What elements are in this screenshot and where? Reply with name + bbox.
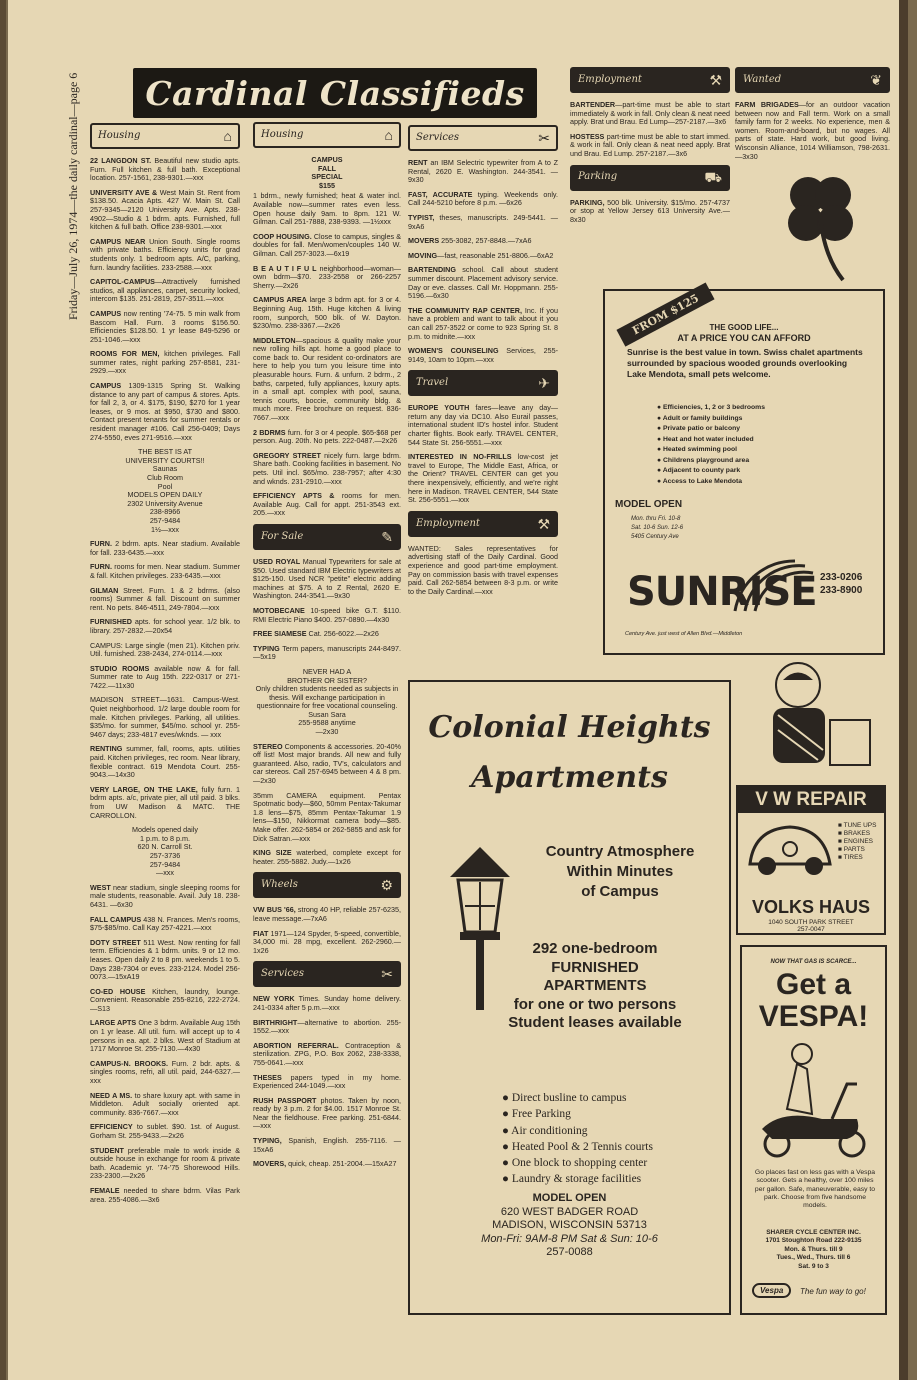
classified-ad: FURN. 2 bdrm. apts. Near stadium. Available for fall. 233-6435.—xxx: [90, 539, 240, 557]
box-line: CAMPUS: [311, 155, 343, 164]
newspaper-page: [8, 0, 908, 1380]
classified-ad: COOP HOUSING. Close to campus, singles & doubles for fall. Men/women/couples 140 W. Gilman. Call 257-3023.—6x19: [253, 231, 402, 258]
amenity-item: ● Heated Pool & 2 Tennis courts: [502, 1140, 653, 1153]
box-line: Pool: [157, 481, 173, 491]
housing-ads-3: [90, 884, 240, 1204]
classified-ad: RUSH PASSPORT photos. Taken by noon, ready by 3 p.m. 2 for $4.00. 1517 Monroe St. Near the fieldhouse. Free parking. 251-6844.—xxx: [253, 1095, 401, 1131]
classified-ad: STUDENT preferable male to work inside & outside house in exchange for room & private bath. Academic yr. '74-'75 Shorewood Hills. 233-2300.—2x26: [90, 1145, 240, 1181]
classified-ad: CO-ED HOUSE Kitchen, laundry, lounge. Convenient. Reasonable 255-8216, 222-2724.—S13: [90, 986, 241, 1013]
housing-ads: [90, 157, 240, 442]
feature-item: ● Heat and hot water included: [657, 435, 754, 443]
amenity-item: ● Direct busline to campus: [502, 1092, 627, 1104]
binding-spine: [0, 0, 6, 1380]
classified-ad: GREGORY STREET nicely furn. large bdrm. Share bath. Cooking facilities in basement. No pets. Util incl. $65/mo. 238-7957; after 4:30 and wknds. 231-2910.—xxx: [253, 450, 401, 486]
classified-ad: CAMPUS NEAR Union South. Single rooms with private baths. Efficiency units for grad students only. 1 bedroom apts. A/C, parking, furn. laundry facilities. 233-2588.—xxx: [90, 236, 240, 272]
services-header: Services ✂: [408, 125, 558, 151]
wrench-icon: ✂: [381, 966, 393, 983]
classified-ad: 22 LANGDON ST. Beautiful new studio apts. Furn. Full kitchen & full bath. Exceptional location. 257-1561, 238-9301.—xxx: [90, 156, 240, 183]
tag-icon: ✎: [381, 528, 393, 545]
classified-ad: 35mm CAMERA equipment. Pentax Spotmatic body—$60, 50mm Pentax-Takumar 1.8 lens—$75, 85mm Pentax-Takumar 1.9 lens—$150, Nikkormat camera body—$85. Make offer. 262-5854 or 262-5855 and ask for Dick Satran.—xxx: [253, 790, 401, 843]
house-icon: ⌂: [223, 127, 232, 144]
classified-ad: UNIVERSITY AVE & West Main St. Rent from $138.50. Acacia Apts. 427 W. Main St. Call 257-9345—2120 University Ave. Apts. 238-4902—Studio & 1 bdrm. apts. Furnished, full kitchen & full bath. Office 238-9301.—xxx: [90, 187, 240, 232]
vespa-top-line: NOW THAT GAS IS SCARCE...: [770, 959, 857, 965]
feature-item: ● Adult or family buildings: [657, 414, 743, 422]
for-sale-header: For Sale ✎: [253, 524, 401, 550]
parking-header: Parking ⛟: [570, 165, 730, 191]
classified-ad: WEST near stadium, single sleeping rooms for male students, reasonable. Avail. July 18. 238-6431. —6x30: [90, 882, 240, 909]
feature-item: ● Private patio or balcony: [657, 425, 741, 432]
for-sale-ads-2: [253, 743, 401, 867]
sunrise-headline-2: AT A PRICE YOU CAN AFFORD: [677, 333, 811, 343]
classified-ad: FURN. rooms for men. Near stadium. Summer & fall. Kitchen privileges. 233-6435.—xxx: [90, 562, 240, 580]
box-line: 1 p.m. to 8 p.m.: [140, 833, 190, 843]
classified-ad: VERY LARGE, ON THE LAKE, fully furn. 1 bdrm apts. a/c, private pier, all util paid. 3 blks. from UW Madison & MATC. THE CARROLLON.: [90, 784, 240, 820]
employment-header-2: Employment ⚒: [570, 67, 730, 93]
amenity-item: ● One block to shopping center: [502, 1157, 648, 1170]
wanted-header: Wanted ❦: [735, 67, 890, 93]
page-right-edge: [899, 0, 908, 1380]
colonial-title-2: Apartments: [471, 760, 668, 795]
service-item: ■ TIRES: [838, 854, 863, 861]
classified-ad: PARKING, 500 blk. University. $15/mo. 257-4737 or stop at Yellow Jersey 613 University Ave.—8x30: [570, 197, 730, 224]
classified-ad: FARM BRIGADES—for an outdoor vacation between now and Fall term. Work on a small family farm for 2 weeks. No experience, men & women. Room-and-board, but no wages. All parts of state. Hard work, but good living. Wisconsin Alliance, 1014 Williamson, 798-2631.—3x30: [735, 100, 890, 161]
page-edge-dateline: Friday—July 26, 1974—the daily cardinal—page 6: [66, 72, 80, 320]
services-header-2: Services ✂: [253, 961, 401, 987]
box-line: Only children students needed as subjects in thesis. Will exchange participation in questionnaire for free vocational counseling.: [255, 684, 399, 711]
service-item: ■ TUNE UPS: [838, 822, 877, 829]
vw-address: 1040 SOUTH PARK STREET 257-0047: [768, 919, 854, 933]
sunrise-logo: SUNRISE: [627, 569, 817, 615]
services-column: [408, 125, 558, 602]
vw-title: V W REPAIR: [738, 787, 884, 813]
classified-ad: KING SIZE waterbed, complete except for heater. 255-5882. Judy.—1x26: [253, 848, 401, 866]
classified-ad: RENTING summer, fall, rooms, apts. utilities paid. Kitchen privileges, rec room. Near library, flexible contract. 619 Mendota Court. 255-9043.—14x30: [90, 744, 240, 780]
wheels-header: Wheels ⚙: [253, 872, 401, 898]
employment-ads: [408, 545, 558, 597]
four-leaf-clover-illustration: [773, 165, 868, 285]
employment-column: [570, 67, 730, 230]
box-line: 238-8966: [149, 507, 181, 517]
box-line: Club Room: [147, 473, 183, 482]
bucky-badger-illustration: [738, 660, 883, 775]
classified-ad: MIDDLETON—spacious & quality make your new rolling hills apt. home a good place to come back to. Our resident co-ordinators are here to help you turn you leisure time into pleasurable hours. Furn. & unfurn. 2 bdrm., 2 baths, carpeted, fully appliances, luxury apts. in a small apt. complex with pool, sauna, tennis courts, boccie, community bldg. & much more. Free brochure on request. 836-7667.—xxx: [253, 335, 401, 423]
wanted-ads: [735, 101, 890, 161]
classified-ad: DOTY STREET 511 West. Now renting for fall term. Efficiencies & 1 bdrm. units. 9 or 12 mo. leases. Open daily 2 to 8 pm. weekends 1 to 5. Days 238-7304 or eves. 233-2124. Model 256-0073.—15xA19: [90, 937, 241, 982]
classified-ad: INTERESTED IN NO-FRILLS low-cost jet travel to Europe, The Middle East, Africa, or the Orient? TRAVEL CENTER can get you there inexpensively, efficiently, and we're right here in Madison. TRAVEL CENTER, 544 State St. 256-5551.—xxx: [408, 452, 558, 505]
classified-ad: B E A U T I F U L neighborhood—woman—own bdrm—$70. 233-2558 or 266-2257 Sherry.—2x26: [253, 263, 401, 290]
box-line: 257-9484: [149, 859, 181, 869]
airplane-icon: ✈: [538, 374, 550, 391]
vw-shop-name: VOLKS HAUS: [751, 897, 870, 917]
classified-ad: FIAT 1971—124 Spyder, 5-speed, convertible, 34,000 mi. 28 mpg, excellent. 262-2960.—1x26: [253, 928, 401, 955]
vw-repair-ad: [736, 785, 886, 935]
classified-ad: 2 BDRMS furn. for 3 or 4 people. $65-$68 per person. Aug. 20th. No pets. 222-0487.—2x26: [253, 427, 401, 446]
only-children-box: [253, 668, 401, 737]
classified-ad: WANTED: Sales representatives for advertising staff of the Daily Cardinal. Good experience and good part-time employment. Pay on commission basis with travel expenses paid. Call 262-5854 between 8-3 p.m. or write to the Daily Cardinal.—xxx: [408, 543, 558, 596]
classified-ad: EFFICIENCY APTS & rooms for men. Available Aug. Call for appt. 251-3543 ext. 205.—xxx: [253, 491, 402, 518]
box-line: THE BEST IS AT: [137, 447, 193, 457]
box-line: $155: [319, 180, 335, 190]
classified-ad: CAMPUS now renting '74-75. 5 min walk from Bascom Hall. Furn. 3 rooms $156.50. Efficiencies $128.50. 1 yr lease 849-5296 or 251-1046.—xxx: [90, 308, 240, 344]
box-line: Susan Sara: [308, 709, 346, 719]
sunrise-intro: Sunrise is the best value in town. Swiss chalet apartments surrounded by spacious wooded grounds overlooking Lake Mendota, small pets welcome.: [627, 347, 863, 379]
classified-ad: MOVERS 255-3082, 257-8848.—7xA6: [408, 236, 532, 246]
services-ads: [408, 159, 558, 364]
housing-header-2: Housing ⌂: [253, 122, 401, 148]
box-line: 620 N. Carroll St.: [137, 842, 193, 852]
amenity-item: ● Free Parking: [502, 1108, 571, 1121]
sunrise-features: [657, 403, 857, 487]
classified-ad: LARGE APTS One 3 bdrm. Available Aug 15th on 1 yr lease. All util. furn. will accept up to 4 persons in ea. apt. 2 blks. West of Stadium at 1717 Monroe St. 255-7130.—4x30: [90, 1018, 240, 1054]
box-line: BROTHER OR SISTER?: [287, 675, 367, 685]
classified-ad: MOTOBECANE 10-speed bike G.T. $110. RMI Electric Piano $400. 257-0890.—4x30: [253, 605, 401, 624]
sunrise-headline-1: THE GOOD LIFE...: [709, 323, 779, 332]
classified-ad: HOSTESS part-time must be able to start immed. & work in fall. Only clean & neat need apply. Brat und Brau. Ed Lump. 257-2187.—3x6: [570, 131, 730, 158]
service-item: ■ PARTS: [838, 846, 865, 853]
classified-ad: USED ROYAL Manual Typewriters for sale at $50. Used standard IBM Electric typewriters at $125-150. Used NCR "petite" electric adding machines at $75. A to Z Rental, 2620 E. Washington. 244-3541.—9x30: [253, 556, 401, 601]
classified-ad: MOVERS, quick, cheap. 251-2004.—15xA27: [253, 1159, 397, 1169]
classified-ad: THE COMMUNITY RAP CENTER, Inc. If you have a problem and want to talk about it you can call 257-3522 or come to 923 Spring St. 8 p.m. to midnite.—xxx: [408, 305, 558, 341]
vespa-logo: Vespa: [752, 1283, 791, 1298]
box-line: MODELS OPEN DAILY: [127, 490, 203, 500]
campus-fall-special: [253, 156, 401, 190]
housing-header: Housing ⌂: [90, 123, 240, 149]
classified-ad: EFFICIENCY to sublet. $90. 1st. of August. Gorham St. 255-9433.—2x26: [90, 1122, 240, 1140]
housing-ads-col2: [253, 192, 401, 518]
classified-ad: THESES papers typed in my home. Experienced 244-1049.—xxx: [253, 1072, 401, 1091]
colonial-footer: MODEL OPEN 620 WEST BADGER ROAD MADISON, WISCONSIN 53713 Mon-Fri: 9AM-8 PM Sat & Sun: 10-6 257-0088: [481, 1192, 658, 1258]
classified-ad: CAMPUS: Large single (men 21). Kitchen priv. Util. furnished. 238-2434, 274-0114.—xxx: [90, 640, 240, 659]
classified-ad: STEREO Components & accessories. 20-40% off list! Most major brands. All new and fully guaranteed. Also, radio, TV's, calculators and car stereos. Call 257-6945 between 4 & 8 pm.—2x30: [253, 741, 401, 786]
classified-ad: BARTENDER—part-time must be able to start immediately & work in fall. Only clean & neat need apply. Brat und Brau. Ed Lump—257-2187.—3x6: [570, 100, 730, 127]
vespa-dealer: SHARER CYCLE CENTER INC. 1701 Stoughton Road 222-9135 Mon. & Thurs. till 9 Tues., Wed., Thurs. till 6 Sat. 9 to 3: [765, 1229, 862, 1270]
vw-beetle-illustration: [742, 819, 837, 879]
classified-ad: BIRTHRIGHT—alternative to abortion. 255-1552.—xxx: [253, 1017, 401, 1036]
classified-ad: TYPING Term papers, manuscripts 244-8497.—5x19: [253, 643, 401, 662]
tools-icon: ⚒: [709, 71, 722, 88]
car-icon: ⛟: [704, 169, 722, 186]
service-item: ■ ENGINES: [838, 838, 873, 845]
classified-ad: CAMPUS 1309-1315 Spring St. Walking distance to any part of campus & stores. Apts. for fall 2, 3, or 4. $175, $190, $270 for 1 year leases, or 9 mos. at $950, $730 and $800. Contact present tenants for summer rentals or resident manager #106. Call 256-0409; Days 274-5550, eves 271-9516.—xxx: [90, 381, 240, 442]
price-ribbon: FROM $125: [616, 282, 714, 346]
classified-ad: FALL CAMPUS 438 N. Frances. Men's rooms, $75-$85/mo. Call Kay 257-4221.—xxx: [90, 914, 240, 933]
services-ads-col2: [253, 995, 401, 1169]
classified-ad: STUDIO ROOMS available now & for fall. Summer rate to Aug 15th. 222-0317 or 271-7422.—11x30: [90, 663, 240, 690]
sunrise-model-open: MODEL OPEN: [615, 499, 683, 510]
classified-ad: FREE SIAMESE Cat. 256-6022.—2x26: [253, 629, 379, 639]
classified-ad: ABORTION REFERRAL. Contraception & sterilization. ZPG, P.O. Box 2062, 238-3338, 755-0641.—xxx: [253, 1040, 401, 1067]
farm-icon: ❦: [870, 71, 882, 88]
classified-ad: MOVING—fast, reasonable 251-8806.—6xA2: [408, 250, 554, 260]
classified-ad: TYPING, Spanish, English. 255-7116. —15xA6: [253, 1136, 401, 1154]
house-icon: ⌂: [384, 126, 393, 143]
feature-item: ● Childrens playground area: [657, 456, 750, 464]
box-line: —2x30: [315, 727, 339, 737]
vespa-headline: Get a VESPA!: [758, 968, 869, 1033]
box-line: SPECIAL: [311, 172, 343, 182]
feature-item: ● Heated swimming pool: [657, 446, 738, 453]
employment-header: Employment ⚒: [408, 511, 558, 537]
wheels-ads: [253, 906, 401, 955]
classified-ad: MADISON STREET—1631. Campus-West. Quiet neighborhood. 1/2 large double room for male. Kitchen privileges. Parking, all utilities. $35/mo. for summer, $45/mo. school yr. 255-9467 days; 233-4817 eves/wknds. — xxx: [90, 695, 240, 739]
classified-ad: FURNISHED apts. for school year. 1/2 blk. to library. 257-2832.—20x54: [90, 617, 240, 635]
classified-ad: CAPITOL-CAMPUS—Attractively furnished studios, all appliances, carpet, security locked, intercom $135. 251-2819, 257-3511.—xxx: [90, 277, 240, 304]
feature-item: ● Access to Lake Mendota: [657, 477, 743, 485]
box-line: UNIVERSITY COURTS!!: [125, 455, 205, 465]
feature-item: ● Adjacent to county park: [657, 467, 741, 474]
tools-icon: ⚒: [537, 515, 550, 532]
classified-ad: 1 bdrm., newly furnished; heat & water incl. Available now—summer rates even less. Open house daily 9am. to 8pm. 121 W. Gilman. Call 251-7888, 238-9393. —1½xxx: [253, 191, 401, 227]
travel-header: Travel ✈: [408, 370, 558, 396]
amenity-item: ● Laundry & storage facilities: [502, 1173, 642, 1186]
classified-ad: NEED A MS. to share luxury apt. with same in Middleton. Adult socially oriented apt. community. 836-7667.—xxx: [90, 1090, 240, 1117]
classified-ad: FAST, ACCURATE typing. Weekends only. Call 244-5210 before 8 p.m. —6x26: [408, 189, 558, 208]
box-line: —xxx: [156, 868, 174, 878]
classified-ad: FEMALE needed to share bdrm. Vilas Park area. 255-4086.—3x6: [90, 1185, 240, 1204]
for-sale-ads: [253, 558, 401, 662]
box-line: Models opened daily: [132, 825, 198, 835]
box-line: 257-3736: [149, 850, 181, 860]
university-courts-box: [90, 448, 240, 534]
classified-ad: WOMEN'S COUNSELING Services, 255-9149, 10am to 10pm.—xxx: [408, 346, 558, 364]
classified-ad: GILMAN Street. Furn. 1 & 2 bdrms. (also rooms) Summer & fall. Discount on summer rent. No pets. 846-4511, 249-7804.—xxx: [90, 585, 240, 612]
feature-item: ● Efficiencies, 1, 2 or 3 bedrooms: [657, 404, 765, 411]
box-line: Saunas: [152, 464, 178, 474]
classified-ad: NEW YORK Times. Sunday home delivery. 241-0334 after 5 p.m.—xxx: [253, 994, 401, 1012]
box-line: NEVER HAD A: [302, 666, 352, 676]
vespa-slogan: The fun way to go!: [800, 1287, 866, 1296]
classified-ad: VW BUS '66, strong 40 HP, reliable 257-6235, leave message.—7xA6: [253, 905, 401, 923]
parking-ads: [570, 199, 730, 225]
classified-ad: CAMPUS-N. BROOKS. Furn. 2 bdr. apts. & singles rooms, refri, all util. paid, 244-6327.—xxx: [90, 1058, 240, 1086]
classified-ad: ROOMS FOR MEN, kitchen privileges. Fall summer rates, night parking 257-8581, 231-2929.—xxx: [90, 349, 240, 376]
vw-service-list: [838, 822, 876, 862]
housing-column-1: [90, 123, 240, 1210]
colonial-tagline: Country Atmosphere Within Minutes of Campus: [545, 843, 695, 900]
classified-ad: BARTENDING school. Call about student summer discount. Placement advisory service. Day or eve. classes. Call Mr. Hoppmann. 255-5196.—6x30: [408, 265, 558, 301]
box-line: 1½—xxx: [151, 524, 179, 534]
service-item: ■ BRAKES: [838, 830, 871, 837]
colonial-bullets: [502, 1090, 722, 1188]
vespa-scooter-illustration: [752, 1039, 877, 1164]
box-line: FALL: [318, 163, 336, 173]
classified-ad: EUROPE YOUTH fares—leave any day—return any day via DC10. Also Eurail passes, international student ID's hostel infor. Student charter flights. Book early. TRAVEL CENTER, 544 State St. 256-5551.—xxx: [408, 403, 558, 447]
sunrise-phones: 233-0206 233-8900: [820, 572, 863, 596]
box-line: 257-9484: [149, 515, 181, 525]
housing-column-2: [253, 122, 401, 1175]
classified-ad: RENT an IBM Selectric typewriter from A to Z Rental, 2620 E. Washington. 244-3541. — 9x30: [408, 158, 558, 185]
sunrise-apartments-ad: [603, 289, 885, 655]
travel-ads: [408, 404, 558, 505]
employment-ads-2: [570, 101, 730, 159]
colonial-offer: 292 one-bedroom FURNISHED APARTMENTS for one or two persons Student leases available: [508, 940, 682, 1031]
colonial-title-1: Colonial Heights: [428, 710, 711, 745]
box-line: 255-9588 anytime: [298, 718, 356, 728]
colonial-heights-ad: [408, 680, 731, 1315]
sunrise-location: Century Ave. just west of Allen Blvd.—Middleton: [625, 631, 743, 637]
classifieds-masthead: Cardinal Classifieds: [133, 68, 537, 118]
car-icon: ⚙: [380, 877, 393, 894]
carrollon-box: [90, 826, 240, 878]
box-line: 2302 University Avenue: [127, 498, 203, 508]
wrench-icon: ✂: [538, 129, 550, 146]
sunrise-hours: Mon. thru Fri. 10-8 Sat. 10-6 Sun. 12-6 5405 Century Ave: [631, 516, 684, 540]
classified-ad: CAMPUS AREA large 3 bdrm apt. for 3 or 4. Beginning Aug. 15th. Huge kitchen & living room, sunporch, 500 blk. of W. Dayton. $230/mo. 238-3367.—2x26: [253, 295, 401, 331]
vespa-body: Go places fast on less gas with a Vespa scooter. Gets a healthy, over 100 miles per gallon. Safe, maneuverable, easy to park. Choose from five handsome models.: [754, 1169, 876, 1210]
wanted-column: [735, 67, 890, 167]
amenity-item: ● Air conditioning: [502, 1124, 588, 1137]
housing-ads-2: [90, 540, 240, 820]
vespa-ad: [740, 945, 887, 1315]
classified-ad: TYPIST, theses, manuscripts. 249-5441. — 9xA6: [408, 212, 558, 231]
